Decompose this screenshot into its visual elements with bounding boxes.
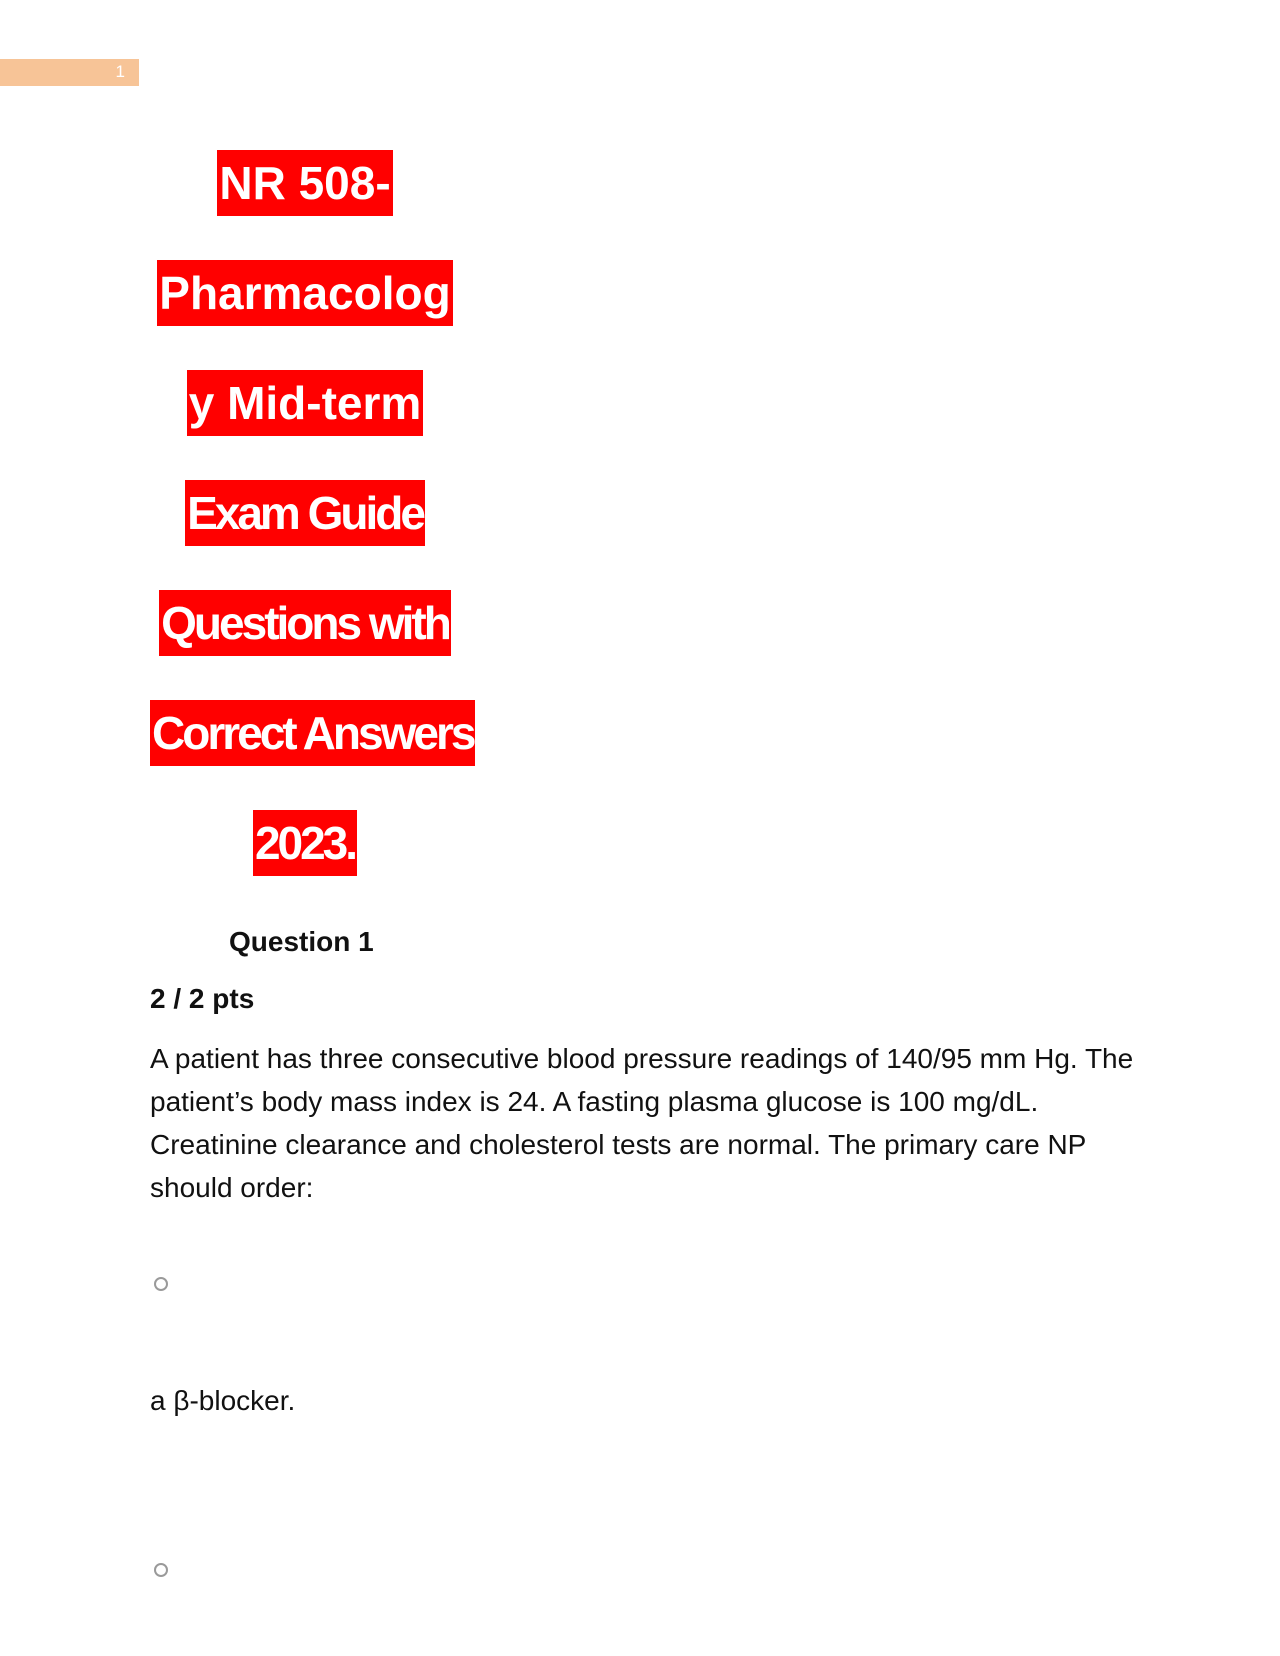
title-line-text: Correct Answers	[150, 700, 475, 766]
title-line-text: Exam Guide	[185, 480, 425, 546]
question-points: 2 / 2 pts	[150, 983, 255, 1014]
title-line-text: Pharmacolog	[157, 260, 452, 326]
answer-radio-1[interactable]	[154, 1277, 168, 1291]
title-line	[150, 370, 460, 436]
page-number: 1	[115, 62, 125, 81]
title-line	[150, 700, 474, 766]
title-line	[150, 150, 460, 216]
title-line-text: NR 508-	[217, 150, 392, 216]
title-line	[150, 480, 460, 546]
question-heading: Question 1	[229, 926, 374, 957]
page-number-bar	[0, 59, 139, 86]
answer-option-1[interactable]: a β-blocker.	[150, 1385, 296, 1416]
answer-radio-2[interactable]	[154, 1563, 168, 1577]
title-line	[150, 260, 460, 326]
title-line-text: Questions with	[159, 590, 451, 656]
title-line-text: 2023.	[253, 810, 357, 876]
title-line-text: y Mid-term	[187, 370, 424, 436]
title-line	[150, 590, 460, 656]
question-text: A patient has three consecutive blood pressure readings of 140/95 mm Hg. The patient’s body mass index is 24. A fasting plasma glucose is 100 mg/dL. Creatinine clearance and cholesterol tests are normal. The primary care NP should order:	[150, 1043, 1134, 1203]
title-line	[150, 810, 460, 876]
